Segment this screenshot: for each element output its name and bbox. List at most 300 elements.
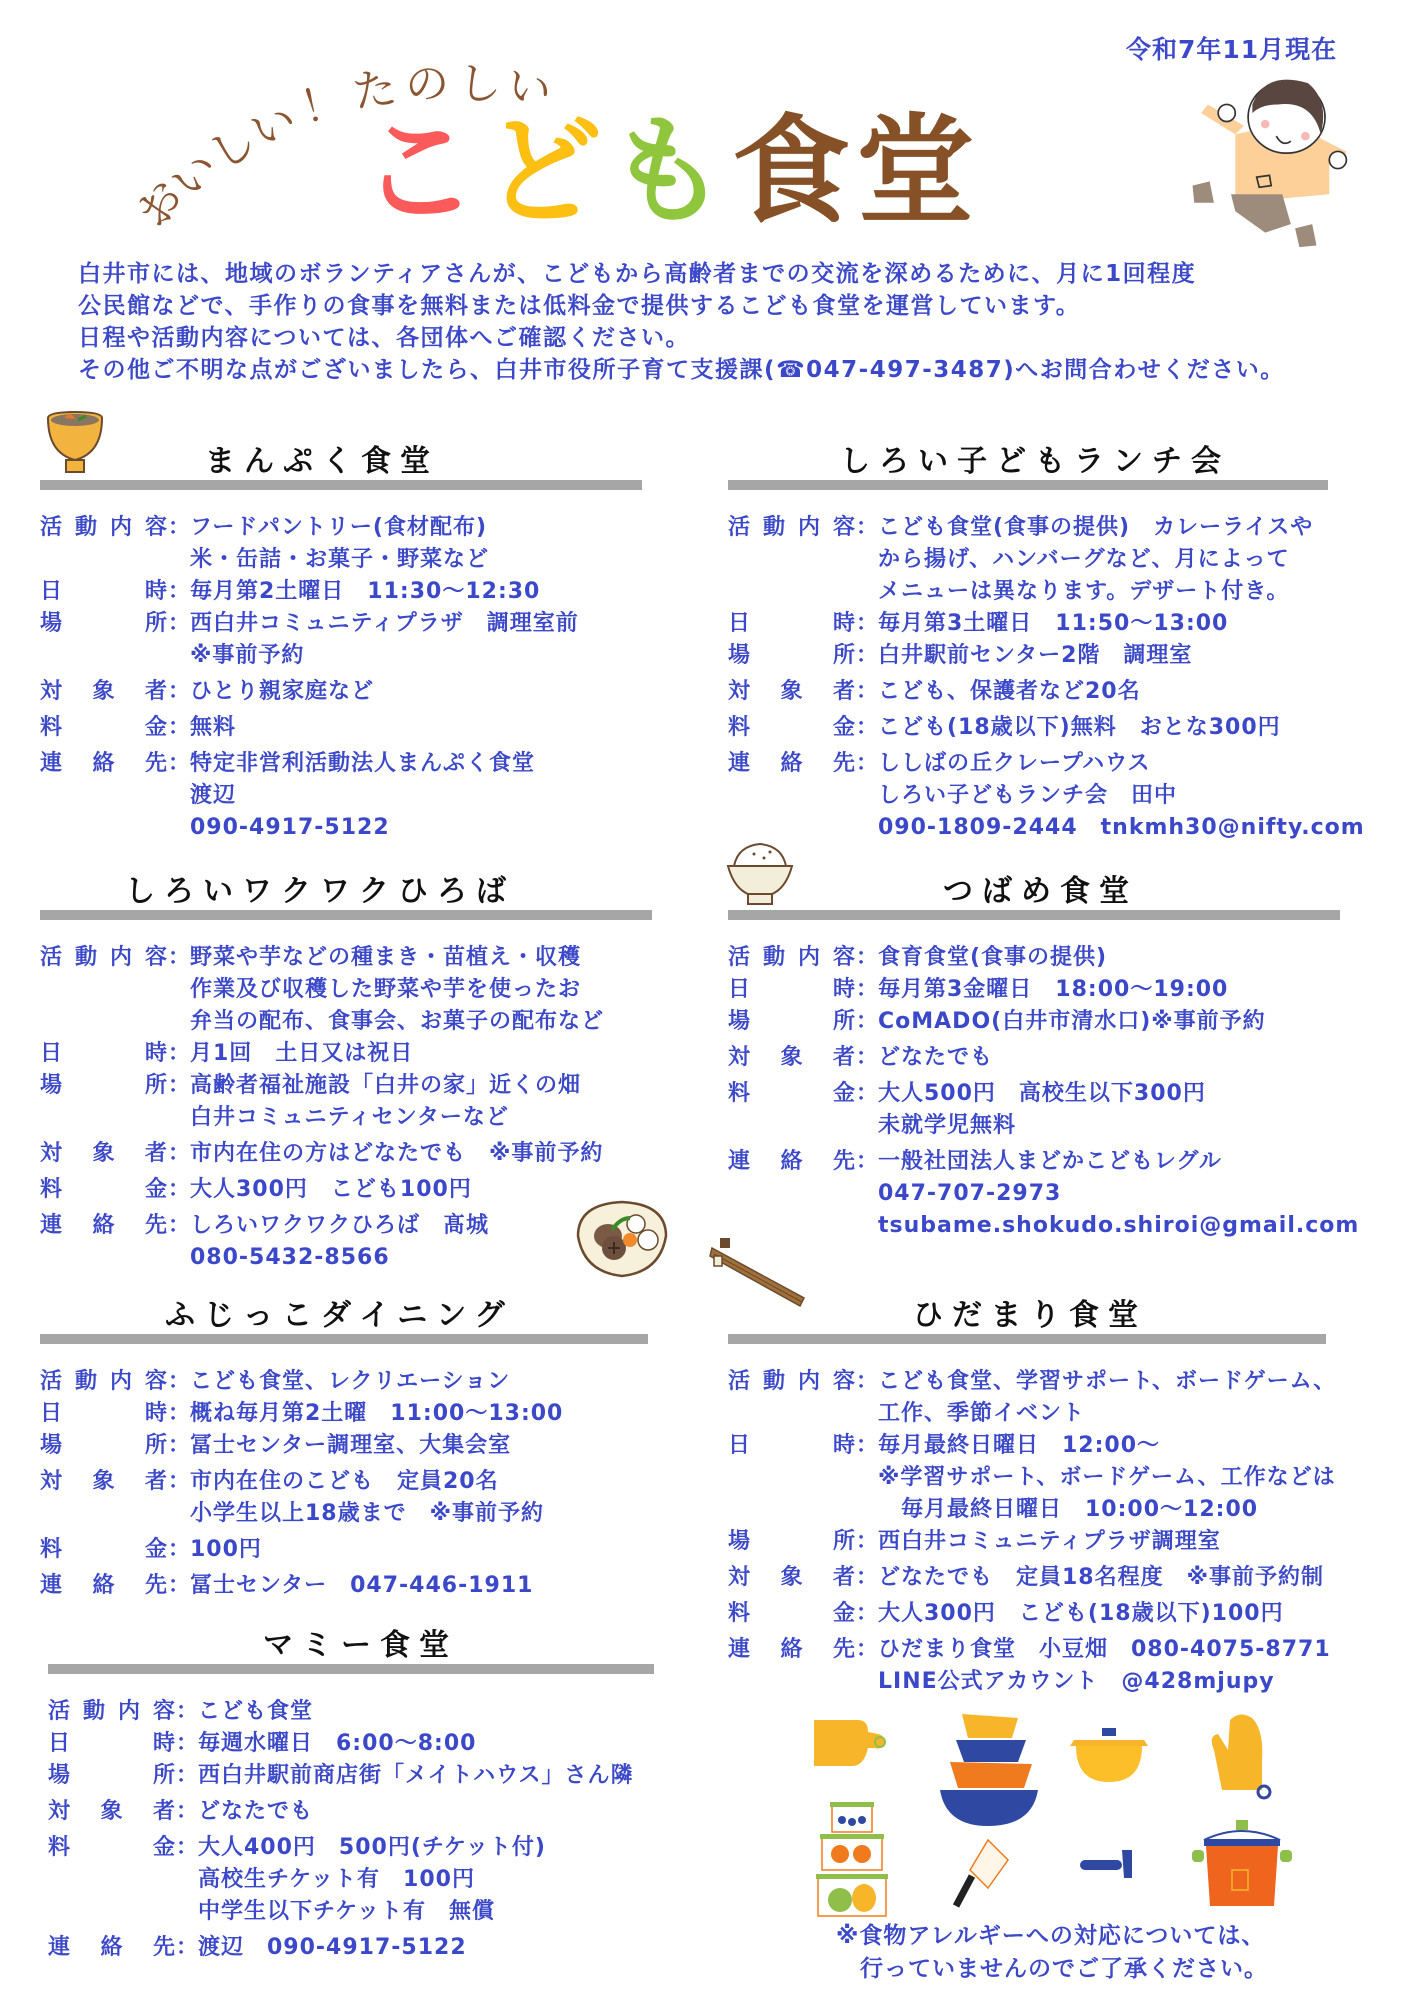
label-char: 者 bbox=[152, 1799, 176, 1824]
allergy-note bbox=[836, 1920, 1268, 1986]
section-header bbox=[40, 436, 642, 480]
colon: ： bbox=[168, 1041, 192, 1066]
label-char: 動 bbox=[762, 945, 786, 970]
place-value: CoMADO(白井市清水口)※事前予約 bbox=[878, 1009, 1266, 1034]
colon: ： bbox=[168, 1073, 192, 1098]
contact-value: 特定非営利活動法人まんぷく食堂 bbox=[190, 751, 536, 776]
contact-label bbox=[728, 748, 856, 844]
section-tsubame bbox=[728, 866, 1360, 1242]
target-label bbox=[40, 1466, 168, 1530]
contact-label bbox=[48, 1932, 176, 1964]
contact-value: 渡辺 090-4917-5122 bbox=[198, 1935, 467, 1960]
row-contact bbox=[728, 748, 1365, 844]
label-char: 料 bbox=[40, 715, 64, 740]
colon: ： bbox=[856, 715, 880, 740]
label-char: 料 bbox=[728, 1081, 752, 1106]
datetime-values bbox=[190, 1398, 563, 1430]
title-char-mo: も bbox=[608, 102, 727, 240]
activity-label bbox=[728, 1366, 856, 1430]
activity-value: 米・缶詰・お菓子・野菜など bbox=[190, 547, 490, 572]
colon: ： bbox=[856, 515, 880, 540]
datetime-value: 毎月第3土曜日 11:50～13:00 bbox=[878, 611, 1229, 636]
contact-label bbox=[728, 1634, 856, 1698]
label-char: 対 bbox=[48, 1799, 72, 1824]
contact-value: 090-4917-5122 bbox=[190, 815, 390, 840]
label-char: 絡 bbox=[780, 1637, 804, 1662]
row-contact bbox=[48, 1932, 654, 1964]
label-char: 日 bbox=[40, 579, 64, 604]
section-divider bbox=[48, 1664, 654, 1674]
label-char: 内 bbox=[117, 1699, 141, 1724]
label-char: 先 bbox=[144, 1573, 168, 1598]
label-char: 対 bbox=[728, 1565, 752, 1590]
colon: ： bbox=[856, 1601, 880, 1626]
section-details bbox=[40, 942, 652, 1274]
datetime-label bbox=[728, 974, 856, 1006]
section-fujikko-dining bbox=[40, 1290, 648, 1602]
subtitle-char: い bbox=[504, 60, 555, 117]
label-char: 対 bbox=[728, 679, 752, 704]
label-char: 連 bbox=[40, 1573, 64, 1598]
row-datetime bbox=[40, 1038, 652, 1070]
label-char: 料 bbox=[40, 1177, 64, 1202]
target-values bbox=[878, 1562, 1324, 1594]
contact-values bbox=[198, 1932, 467, 1964]
row-fee bbox=[728, 712, 1328, 744]
label-char: 金 bbox=[152, 1835, 176, 1860]
activity-value: こども食堂、レクリエーション bbox=[190, 1369, 511, 1394]
colon: ： bbox=[176, 1731, 200, 1756]
row-fee bbox=[728, 1598, 1326, 1630]
datetime-label bbox=[40, 1038, 168, 1070]
colon: ： bbox=[856, 1081, 880, 1106]
colon: ： bbox=[856, 1637, 880, 1662]
allergy-note-line: ※食物アレルギーへの対応については、 bbox=[836, 1923, 1266, 1949]
subtitle-char: し bbox=[199, 114, 266, 182]
label-char: 動 bbox=[74, 945, 98, 970]
section-details bbox=[48, 1696, 654, 1964]
datetime-values bbox=[878, 1430, 1336, 1526]
intro-line: 日程や活動内容については、各団体へご確認ください。 bbox=[78, 325, 691, 351]
activity-label bbox=[40, 512, 168, 576]
label-char: 連 bbox=[728, 1637, 752, 1662]
label-char: 者 bbox=[832, 1565, 856, 1590]
label-char: 象 bbox=[92, 679, 116, 704]
colon: ： bbox=[856, 751, 880, 776]
label-char: 動 bbox=[762, 1369, 786, 1394]
section-details bbox=[728, 512, 1365, 844]
label-char: 日 bbox=[728, 611, 752, 636]
peeler-icon bbox=[1080, 1850, 1132, 1878]
label-char: 者 bbox=[144, 1141, 168, 1166]
intro-line: 白井市には、地域のボランティアさんが、こどもから高齢者までの交流を深めるために、月に1回程度 bbox=[78, 261, 1197, 287]
subtitle-char: た bbox=[349, 62, 400, 119]
activity-value: こども食堂(食事の提供) カレーライスや bbox=[878, 515, 1314, 540]
label-char: 内 bbox=[109, 515, 133, 540]
fee-value: 大人300円 こども100円 bbox=[190, 1177, 472, 1202]
label-char: 日 bbox=[48, 1731, 72, 1756]
place-value: 高齢者福祉施設「白井の家」近くの畑 bbox=[190, 1073, 582, 1098]
colon: ： bbox=[856, 1369, 880, 1394]
colon: ： bbox=[856, 1433, 880, 1458]
place-label bbox=[728, 640, 856, 672]
place-value: 白井駅前センター2階 調理室 bbox=[878, 643, 1193, 668]
section-divider bbox=[40, 1334, 648, 1344]
place-label bbox=[728, 1526, 856, 1558]
label-char: 先 bbox=[832, 1149, 856, 1174]
section-details bbox=[728, 942, 1360, 1242]
datetime-value: 毎月最終日曜日 12:00～ bbox=[878, 1433, 1161, 1458]
section-title: しろい子どもランチ会 bbox=[840, 444, 1230, 479]
section-details bbox=[728, 1366, 1337, 1698]
label-char: 所 bbox=[152, 1763, 176, 1788]
section-title: つばめ食堂 bbox=[943, 874, 1138, 909]
activity-label bbox=[728, 512, 856, 608]
label-char: 活 bbox=[48, 1699, 72, 1724]
section-divider bbox=[728, 910, 1340, 920]
rice-cooker-icon bbox=[1192, 1820, 1292, 1906]
label-char: 容 bbox=[832, 515, 856, 540]
row-fee bbox=[728, 1078, 1340, 1142]
section-details bbox=[40, 1366, 648, 1602]
cleaver-icon bbox=[956, 1840, 1008, 1906]
activity-values bbox=[878, 512, 1313, 608]
row-activity bbox=[728, 512, 1328, 608]
label-char: 場 bbox=[728, 643, 752, 668]
label-char: 所 bbox=[144, 611, 168, 636]
main-title bbox=[360, 100, 975, 240]
colon: ： bbox=[856, 611, 880, 636]
label-char: 対 bbox=[40, 1469, 64, 1494]
row-datetime bbox=[728, 608, 1328, 640]
label-char: 絡 bbox=[100, 1935, 124, 1960]
label-char: 連 bbox=[728, 751, 752, 776]
label-char: 時 bbox=[144, 579, 168, 604]
label-char: 金 bbox=[832, 715, 856, 740]
datetime-label bbox=[40, 576, 168, 608]
colon: ： bbox=[168, 751, 192, 776]
row-activity bbox=[728, 1366, 1337, 1430]
target-label bbox=[728, 1562, 856, 1594]
label-char: 金 bbox=[144, 1177, 168, 1202]
label-char: 所 bbox=[832, 1009, 856, 1034]
colon: ： bbox=[168, 1141, 192, 1166]
row-activity bbox=[40, 942, 652, 1038]
section-details bbox=[40, 512, 642, 844]
row-place bbox=[40, 1430, 648, 1462]
datetime-values bbox=[878, 974, 1228, 1006]
soup-bowl-icon bbox=[44, 408, 106, 478]
label-char: 内 bbox=[109, 1369, 133, 1394]
row-target bbox=[40, 1138, 652, 1170]
fee-values bbox=[190, 712, 236, 744]
label-char: 動 bbox=[74, 1369, 98, 1394]
colon: ： bbox=[168, 1213, 192, 1238]
activity-value: 工作、季節イベント bbox=[878, 1401, 1086, 1426]
section-title: ふじっこダイニング bbox=[165, 1298, 514, 1333]
label-char: 場 bbox=[728, 1009, 752, 1034]
fee-values bbox=[878, 1078, 1206, 1142]
label-char: 絡 bbox=[92, 1573, 116, 1598]
row-fee bbox=[48, 1832, 654, 1928]
place-label bbox=[48, 1760, 176, 1792]
date-label: 令和7年11月現在 bbox=[1126, 35, 1338, 64]
kitchenware-illustrations bbox=[812, 1710, 1372, 1920]
label-char: 容 bbox=[152, 1699, 176, 1724]
chopsticks-icon bbox=[708, 1232, 808, 1312]
place-label bbox=[728, 1006, 856, 1038]
datetime-value: 毎週水曜日 6:00～8:00 bbox=[198, 1731, 477, 1756]
target-values bbox=[190, 1466, 544, 1530]
target-value: どなたでも bbox=[878, 1045, 994, 1070]
label-char: 容 bbox=[144, 945, 168, 970]
target-label bbox=[40, 1138, 168, 1170]
row-target bbox=[40, 676, 642, 708]
row-target bbox=[728, 1562, 1326, 1594]
label-char: 時 bbox=[144, 1041, 168, 1066]
label-char: 活 bbox=[728, 515, 752, 540]
contact-label bbox=[40, 748, 168, 844]
colon: ： bbox=[168, 715, 192, 740]
label-char: 者 bbox=[144, 679, 168, 704]
activity-value: こども食堂、学習サポート、ボードゲーム、 bbox=[878, 1369, 1337, 1394]
fee-values bbox=[878, 712, 1281, 744]
fee-value: 100円 bbox=[190, 1537, 262, 1562]
place-value: 白井コミュニティセンターなど bbox=[190, 1105, 509, 1130]
label-char: 活 bbox=[728, 1369, 752, 1394]
target-value: どなたでも bbox=[198, 1799, 314, 1824]
fee-values bbox=[190, 1534, 262, 1566]
label-char: 料 bbox=[728, 1601, 752, 1626]
label-char: 内 bbox=[797, 1369, 821, 1394]
label-char: 容 bbox=[144, 515, 168, 540]
label-char: 象 bbox=[92, 1469, 116, 1494]
datetime-values bbox=[878, 608, 1228, 640]
datetime-label bbox=[48, 1728, 176, 1760]
section-header bbox=[40, 1290, 648, 1334]
label-char: 動 bbox=[762, 515, 786, 540]
label-char: 内 bbox=[797, 515, 821, 540]
target-value: 市内在住の方はどなたでも ※事前予約 bbox=[190, 1141, 604, 1166]
label-char: 場 bbox=[728, 1529, 752, 1554]
colon: ： bbox=[176, 1699, 200, 1724]
nimono-bowl-icon bbox=[574, 1196, 670, 1282]
target-values bbox=[190, 676, 374, 708]
contact-value: 一般社団法人まどかこどもレグル bbox=[878, 1149, 1222, 1174]
target-value: こども、保護者など20名 bbox=[878, 679, 1141, 704]
title-char-do: ど bbox=[484, 102, 603, 240]
activity-values bbox=[878, 942, 1107, 974]
label-char: 象 bbox=[100, 1799, 124, 1824]
place-values bbox=[190, 608, 579, 672]
target-values bbox=[198, 1796, 313, 1828]
colon: ： bbox=[168, 1433, 192, 1458]
label-char: 先 bbox=[152, 1935, 176, 1960]
activity-label bbox=[40, 1366, 168, 1398]
datetime-value: 月1回 土日又は祝日 bbox=[190, 1041, 414, 1066]
colon: ： bbox=[168, 1537, 192, 1562]
colon: ： bbox=[856, 1149, 880, 1174]
label-char: 金 bbox=[144, 1537, 168, 1562]
section-header bbox=[728, 866, 1340, 910]
row-place bbox=[40, 1070, 652, 1134]
fee-values bbox=[198, 1832, 546, 1928]
cooking-pot-icon bbox=[1070, 1728, 1148, 1782]
colon: ： bbox=[168, 1401, 192, 1426]
cutting-board-icon bbox=[814, 1720, 885, 1766]
place-values bbox=[878, 1006, 1266, 1038]
target-label bbox=[40, 676, 168, 708]
label-char: 時 bbox=[152, 1731, 176, 1756]
target-value: 市内在住のこども 定員20名 bbox=[190, 1469, 499, 1494]
datetime-value: ※学習サポート、ボードゲーム、工作などは bbox=[878, 1465, 1336, 1490]
label-char: 対 bbox=[40, 679, 64, 704]
target-values bbox=[878, 676, 1141, 708]
label-char: 活 bbox=[728, 945, 752, 970]
label-char: 連 bbox=[40, 751, 64, 776]
colon: ： bbox=[168, 1469, 192, 1494]
fee-value: 無料 bbox=[190, 715, 237, 740]
subtitle-char: し bbox=[456, 57, 504, 112]
label-char: 者 bbox=[832, 679, 856, 704]
label-char: 先 bbox=[832, 751, 856, 776]
colon: ： bbox=[176, 1835, 200, 1860]
label-char: 動 bbox=[82, 1699, 106, 1724]
label-char: 時 bbox=[832, 611, 856, 636]
row-contact bbox=[40, 1570, 648, 1602]
colon: ： bbox=[176, 1935, 200, 1960]
datetime-values bbox=[190, 576, 540, 608]
subtitle-char: お bbox=[127, 171, 195, 238]
colon: ： bbox=[856, 977, 880, 1002]
label-char: 絡 bbox=[780, 1149, 804, 1174]
activity-label bbox=[728, 942, 856, 974]
place-label bbox=[40, 608, 168, 672]
subtitle-char: い bbox=[243, 93, 305, 159]
fee-values bbox=[190, 1174, 472, 1206]
label-char: 象 bbox=[780, 1565, 804, 1590]
allergy-note-line: 行っていませんのでご了承ください。 bbox=[836, 1956, 1268, 1982]
colon: ： bbox=[176, 1763, 200, 1788]
section-hidamari bbox=[728, 1290, 1337, 1698]
section-shiroi-lunch bbox=[728, 436, 1365, 844]
row-place bbox=[48, 1760, 654, 1792]
section-header bbox=[728, 436, 1328, 480]
contact-label bbox=[728, 1146, 856, 1242]
row-activity bbox=[40, 1366, 648, 1398]
contact-values bbox=[878, 1634, 1331, 1698]
label-char: 時 bbox=[144, 1401, 168, 1426]
label-char: 活 bbox=[40, 1369, 64, 1394]
row-place bbox=[728, 1006, 1340, 1038]
activity-label bbox=[40, 942, 168, 1038]
label-char: 料 bbox=[728, 715, 752, 740]
intro-line: その他ご不明な点がございましたら、白井市役所子育て支援課(☎047-497-3487)へお問合わせください。 bbox=[78, 357, 1285, 383]
contact-value: 090-1809-2444 tnkmh30@nifty.com bbox=[878, 815, 1365, 840]
target-value: 小学生以上18歳まで ※事前予約 bbox=[190, 1501, 545, 1526]
target-value: ひとり親家庭など bbox=[190, 679, 375, 704]
label-char: 所 bbox=[144, 1433, 168, 1458]
row-datetime bbox=[40, 576, 642, 608]
section-title: しろいワクワクひろば bbox=[125, 874, 515, 909]
row-contact bbox=[728, 1146, 1360, 1242]
label-char: 先 bbox=[144, 1213, 168, 1238]
colon: ： bbox=[168, 579, 192, 604]
colon: ： bbox=[856, 945, 880, 970]
place-value: ※事前予約 bbox=[190, 643, 305, 668]
fee-label bbox=[728, 1598, 856, 1630]
label-char: 絡 bbox=[92, 1213, 116, 1238]
section-mammy bbox=[48, 1620, 654, 1964]
row-place bbox=[728, 640, 1328, 672]
row-fee bbox=[40, 712, 642, 744]
place-values bbox=[198, 1760, 633, 1792]
jumping-child-illustration bbox=[1184, 60, 1384, 260]
label-char: 象 bbox=[780, 679, 804, 704]
datetime-values bbox=[190, 1038, 413, 1070]
rice-bowl-icon bbox=[724, 838, 796, 908]
row-contact bbox=[40, 748, 642, 844]
place-value: 西白井コミュニティプラザ調理室 bbox=[878, 1529, 1221, 1554]
title-char-shoku: 食 bbox=[732, 102, 851, 240]
label-char: 金 bbox=[144, 715, 168, 740]
subtitle-char: の bbox=[404, 58, 451, 111]
activity-value: フードパントリー(食材配布) bbox=[190, 515, 488, 540]
label-char: 象 bbox=[92, 1141, 116, 1166]
place-value: 冨士センター調理室、大集会室 bbox=[190, 1433, 512, 1458]
colon: ： bbox=[856, 1529, 880, 1554]
contact-values bbox=[878, 748, 1365, 844]
place-value: 西白井駅前商店街「メイトハウス」さん隣 bbox=[198, 1763, 634, 1788]
contact-label bbox=[40, 1570, 168, 1602]
activity-value: 食育食堂(食事の提供) bbox=[878, 945, 1108, 970]
food-containers-icon bbox=[816, 1802, 888, 1916]
row-target bbox=[728, 1042, 1340, 1074]
datetime-values bbox=[198, 1728, 476, 1760]
label-char: 対 bbox=[40, 1141, 64, 1166]
contact-value: ひだまり食堂 小豆畑 080-4075-8771 bbox=[878, 1637, 1331, 1662]
place-values bbox=[190, 1070, 581, 1134]
section-divider bbox=[728, 480, 1328, 490]
label-char: 先 bbox=[832, 1637, 856, 1662]
fee-value: 大人500円 高校生以下300円 bbox=[878, 1081, 1206, 1106]
target-value: どなたでも 定員18名程度 ※事前予約制 bbox=[878, 1565, 1325, 1590]
label-char: 絡 bbox=[92, 751, 116, 776]
colon: ： bbox=[176, 1799, 200, 1824]
activity-label bbox=[48, 1696, 176, 1728]
fee-label bbox=[728, 1078, 856, 1142]
title-char-ko: こ bbox=[360, 102, 479, 240]
colon: ： bbox=[168, 1369, 192, 1394]
section-title: ひだまり食堂 bbox=[913, 1298, 1147, 1333]
fee-value: 大人300円 こども(18歳以下)100円 bbox=[878, 1601, 1284, 1626]
colon: ： bbox=[856, 1565, 880, 1590]
row-datetime bbox=[728, 1430, 1336, 1526]
label-char: 絡 bbox=[780, 751, 804, 776]
contact-value: しろいワクワクひろば 髙城 bbox=[190, 1213, 490, 1238]
colon: ： bbox=[168, 611, 192, 636]
section-divider bbox=[728, 1334, 1326, 1344]
intro-text bbox=[78, 258, 1285, 386]
row-contact bbox=[40, 1210, 652, 1274]
label-char: 容 bbox=[832, 1369, 856, 1394]
intro-line: 公民館などで、手作りの食事を無料または低料金で提供するこども食堂を運営しています。 bbox=[78, 293, 1081, 319]
label-char: 者 bbox=[832, 1045, 856, 1070]
colon: ： bbox=[168, 1177, 192, 1202]
contact-value: tsubame.shokudo.shiroi@gmail.com bbox=[878, 1213, 1360, 1238]
label-char: 対 bbox=[728, 1045, 752, 1070]
label-char: 内 bbox=[797, 945, 821, 970]
